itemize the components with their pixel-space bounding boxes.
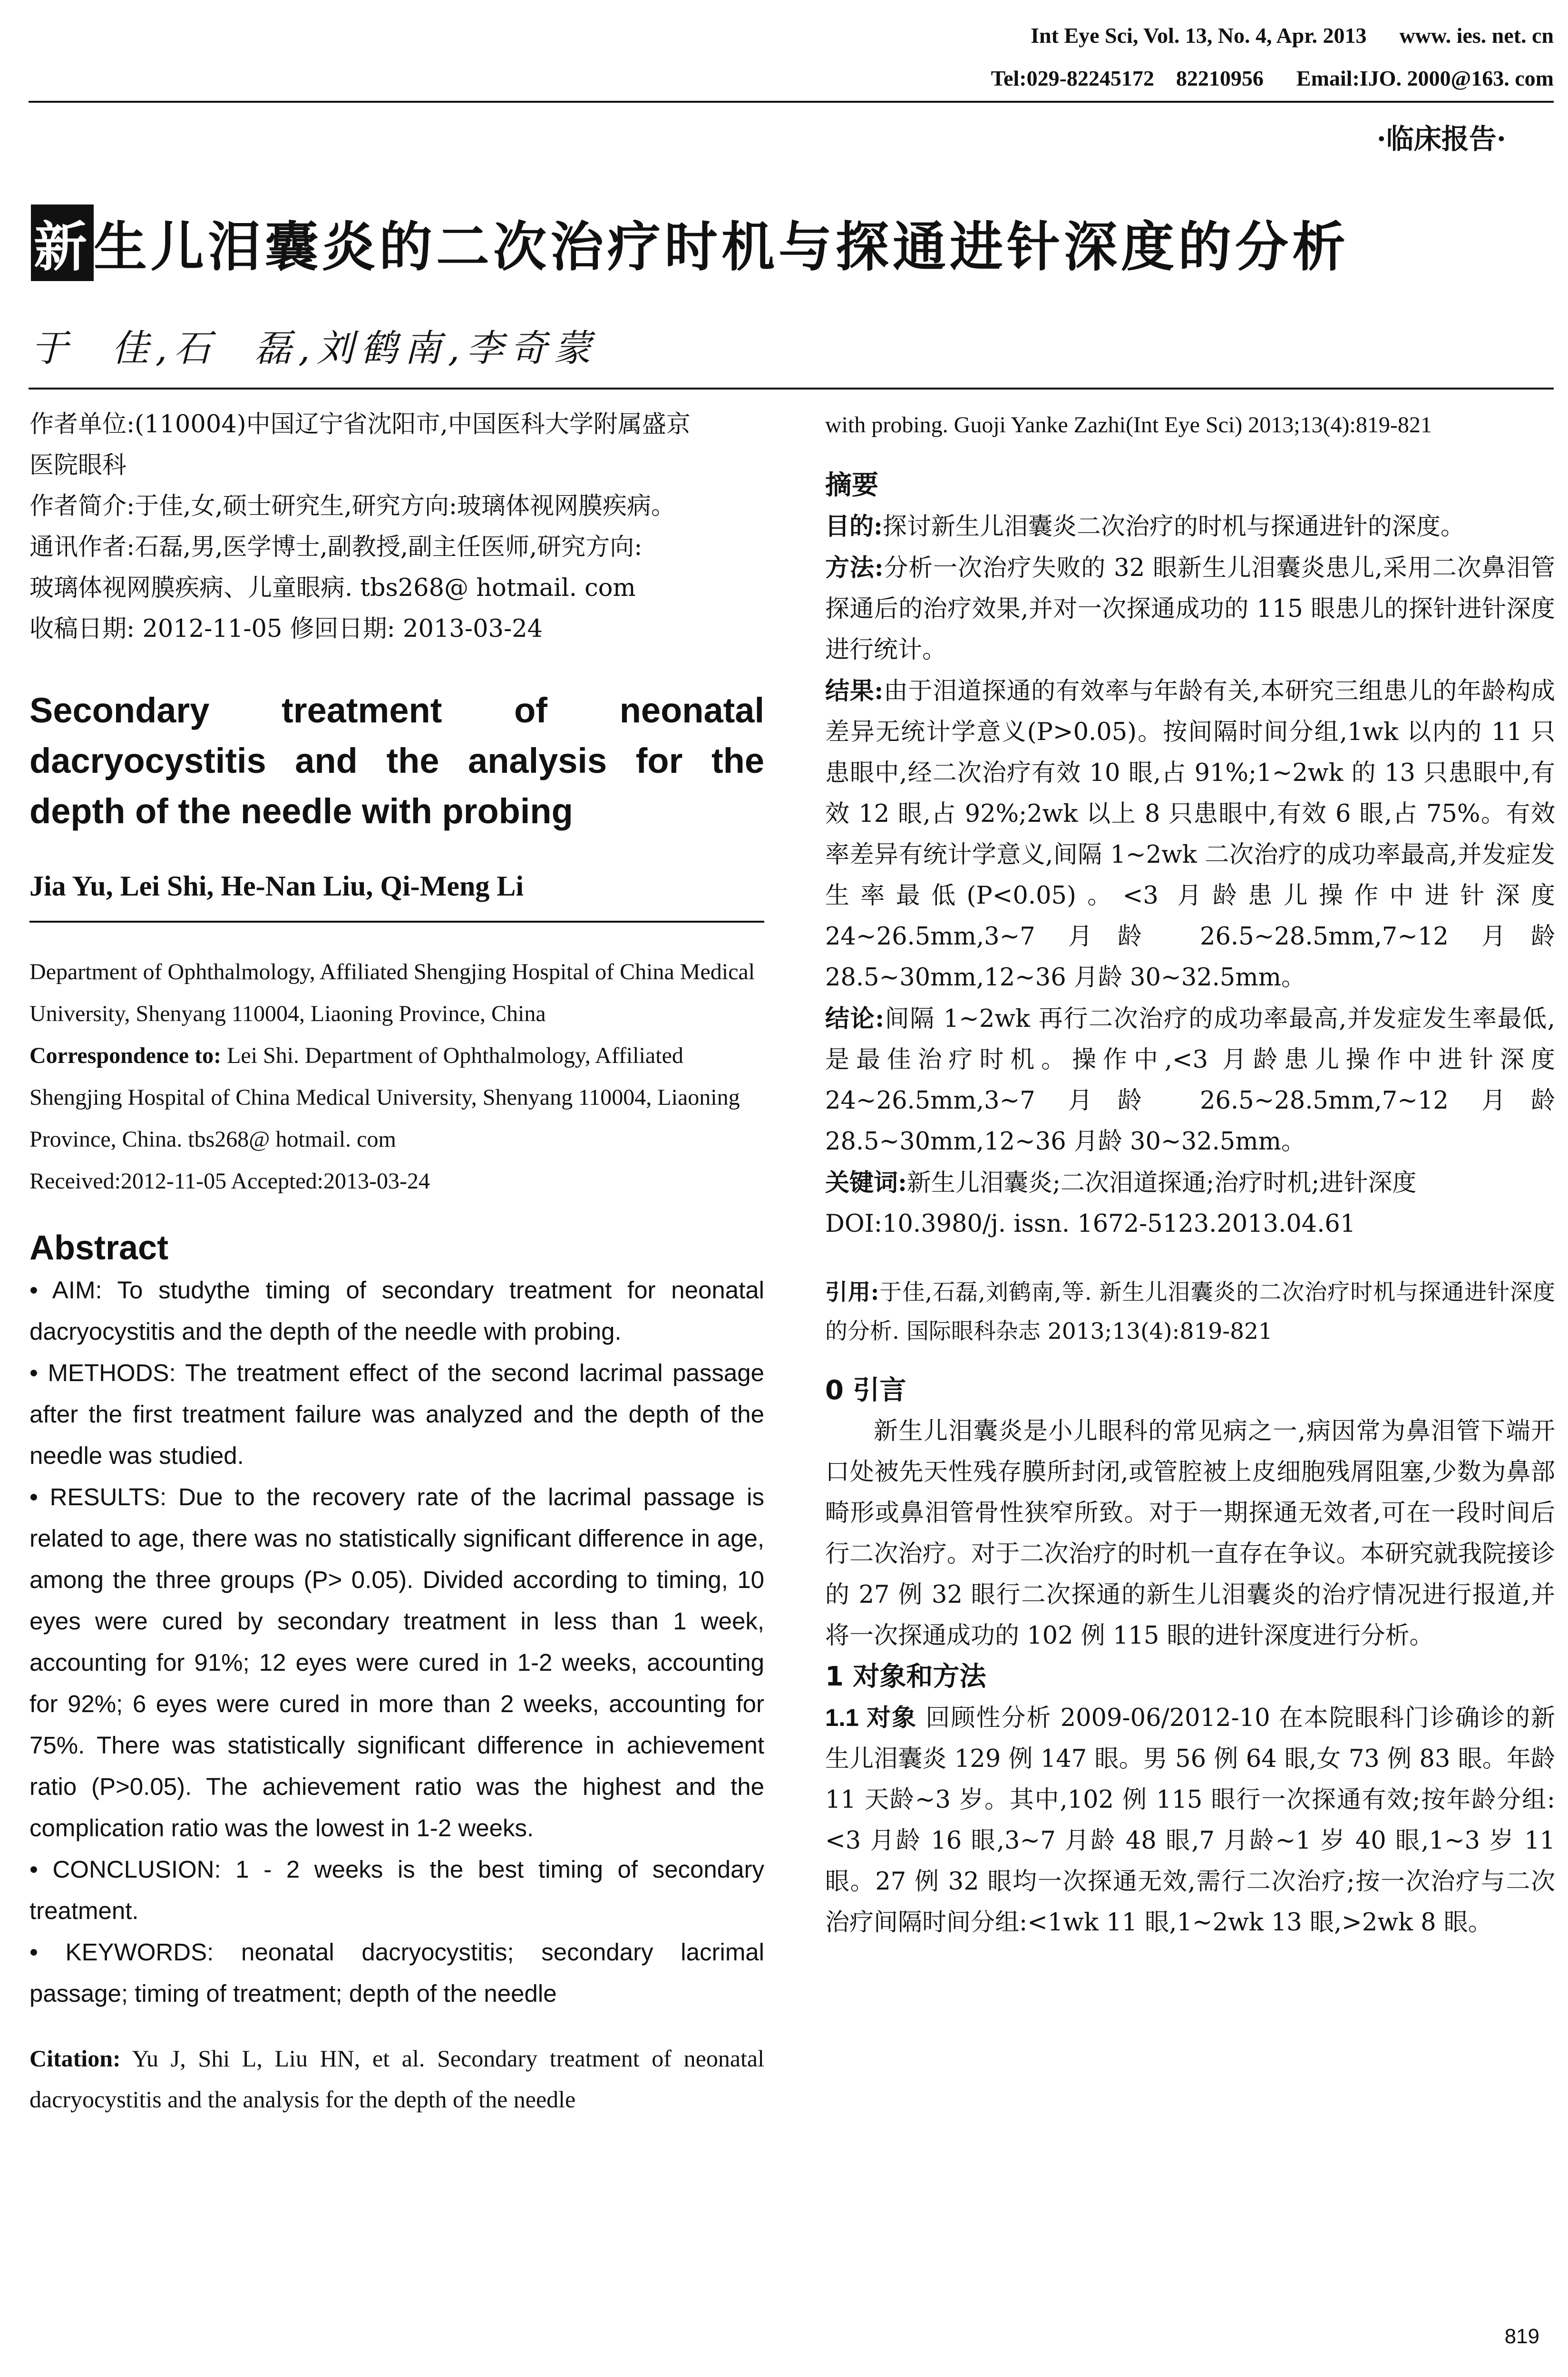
article-title — [31, 205, 1349, 281]
authors-cn: 于 佳,石 磊,刘鹤南,李奇蒙 — [31, 327, 598, 370]
zh-citation-label: 引用: — [825, 1279, 879, 1305]
doi: DOI:10.3980/j. issn. 1672-5123.2013.04.61 — [825, 1210, 1356, 1238]
left-column — [29, 404, 764, 2120]
methods-heading: 1 对象和方法 — [825, 1661, 986, 1692]
correspondence — [29, 1035, 764, 1160]
title-initial-mark: 新 — [31, 205, 94, 281]
authors-rule — [29, 921, 764, 923]
spacer — [825, 1245, 1555, 1273]
chinese-abstract — [825, 506, 1555, 1245]
department: Department of Ophthalmology, Affiliated Shengjing Hospital of China Medical University, Shenyang 110004, Liaoning Province, China — [29, 959, 755, 1026]
chinese-abstract-heading: 摘要 — [825, 470, 878, 501]
subjects-paragraph — [825, 1697, 1555, 1943]
abstract-heading: Abstract — [29, 1229, 169, 1267]
english-authors: Jia Yu, Lei Shi, He-Nan Liu, Qi-Meng Li — [29, 870, 524, 902]
zh-methods-label: 方法: — [825, 554, 884, 582]
correspondence-text: Lei Shi. Department of Ophthalmology, Affiliated Shengjing Hospital of China Medical University, Shenyang 110004, Liaoning Province, China. tbs268@ hotmail. com — [29, 1043, 740, 1152]
citation-label: Citation: — [29, 2045, 121, 2072]
zh-conclusion-label: 结论: — [825, 1004, 885, 1033]
zh-results-label: 结果: — [825, 677, 884, 705]
zh-methods-text: 分析一次治疗失败的 32 眼新生儿泪囊炎患儿,采用二次鼻泪管探通后的治疗效果,并对一次探通成功的 115 眼患儿的探针进针深度进行统计。 — [825, 554, 1555, 664]
page-number: 819 — [1504, 2325, 1539, 2348]
abstract-conclusion: • CONCLUSION: 1 - 2 weeks is the best timing of secondary treatment. — [29, 1856, 764, 1924]
section-tag: ·临床报告· — [1376, 123, 1506, 155]
intro-heading: 0 引言 — [825, 1375, 906, 1406]
abstract-results: • RESULTS: Due to the recovery rate of the lacrimal passage is related to age, there was no statistically significant difference in age, among the three groups (P> 0.05). Divided according to timing, 10 eyes were cured by secondary treatment in less than 1 week, accounting for 91%; 12 eyes were cured in 1-2 weeks, accounting for 92%; 6 eyes were cured in more than 2 weeks, accounting for 75%. There was statistically significant difference in achievement ratio (P>0.05). The achievement ratio was the highest and the complication ratio was the lowest in 1-2 weeks. — [29, 1483, 764, 1841]
zh-keywords-text: 新生儿泪囊炎;二次泪道探通;治疗时机;进针深度 — [906, 1169, 1417, 1197]
journal-header-line1: Int Eye Sci, Vol. 13, No. 4, Apr. 2013 www. ies. net. cn — [1031, 23, 1554, 48]
zh-aim-label: 目的: — [825, 512, 883, 541]
zh-conclusion — [825, 998, 1555, 1162]
affil-line: 医院眼科 — [29, 451, 127, 479]
right-column — [825, 404, 1555, 1943]
correspondence-label: Correspondence to: — [29, 1043, 222, 1068]
subjects-text: 回顾性分析 2009-06/2012-10 在本院眼科门诊确诊的新生儿泪囊炎 129 例 147 眼。男 56 例 64 眼,女 73 例 83 眼。年龄 11 天龄~3 岁。其中,102 例 115 眼行一次探通有效;按年龄分组:<3 月龄 16 眼,3~7 月龄 48 眼,7 月龄~1 岁 40 眼,1~3 岁 11 眼。27 例 32 眼均一次探通无效,需行二次治疗;按一次治疗与二次治疗间隔时间分组:<1wk 11 眼,1~2wk 13 眼,>2wk 8 眼。 — [825, 1704, 1555, 1937]
zh-citation-text: 于佳,石磊,刘鹤南,等. 新生儿泪囊炎的二次治疗时机与探通进针深度的分析. 国际眼科杂志 2013;13(4):819-821 — [825, 1279, 1555, 1344]
title-text: 生儿泪囊炎的二次治疗时机与探通进针深度的分析 — [94, 216, 1349, 278]
zh-aim-text: 探讨新生儿泪囊炎二次治疗的时机与探通进针的深度。 — [882, 513, 1465, 541]
zh-citation — [825, 1273, 1555, 1351]
subjects-label: 1.1 对象 — [825, 1704, 917, 1731]
received-dates: Received:2012-11-05 Accepted:2013-03-24 — [29, 1169, 430, 1194]
abstract-aim: • AIM: To studythe timing of secondary treatment for neonatal dacryocystitis and the depth of the needle with probing. — [29, 1276, 764, 1345]
affil-line: 作者简介:于佳,女,硕士研究生,研究方向:玻璃体视网膜疾病。 — [29, 492, 676, 520]
citation-text: Yu J, Shi L, Liu HN, et al. Secondary treatment of neonatal dacryocystitis and the analysis for the depth of the needle — [29, 2045, 764, 2113]
zh-aim — [825, 506, 1555, 547]
zh-keywords — [825, 1162, 1555, 1204]
citation — [29, 2038, 764, 2120]
journal-header-line2: Tel:029-82245172 82210956 Email:IJO. 2000@163. com — [991, 66, 1554, 90]
abstract-keywords: • KEYWORDS: neonatal dacryocystitis; secondary lacrimal passage; timing of treatment; depth of the needle — [29, 1939, 764, 2007]
affil-line: 作者单位:(110004)中国辽宁省沈阳市,中国医科大学附属盛京 — [29, 410, 691, 438]
english-title: Secondary treatment of neonatal dacryocystitis and the analysis for the depth of the needle with probing — [29, 691, 764, 831]
abstract-methods: • METHODS: The treatment effect of the second lacrimal passage after the first treatment failure was analyzed and the depth of the needle was studied. — [29, 1359, 764, 1469]
affil-line: 收稿日期: 2012-11-05 修回日期: 2013-03-24 — [29, 615, 543, 643]
zh-keywords-label: 关键词: — [825, 1169, 907, 1197]
citation-continued: with probing. Guoji Yanke Zazhi(Int Eye Sci) 2013;13(4):819-821 — [825, 412, 1432, 438]
zh-results — [825, 671, 1555, 998]
header-rule — [29, 101, 1554, 103]
title-rule — [29, 388, 1554, 390]
abstract-body — [29, 1269, 764, 2014]
zh-conclusion-text: 间隔 1~2wk 再行二次治疗的成功率最高,并发症发生率最低,是最佳治疗时机。操作中,<3 月龄患儿操作中进针深度 24~26.5mm,3~7 月龄 26.5~28.5mm,7~12 月龄 28.5~30mm,12~36 月龄 30~32.5mm。 — [825, 1005, 1555, 1156]
zh-methods — [825, 547, 1555, 671]
affiliation-block — [29, 404, 764, 650]
intro-paragraph: 新生儿泪囊炎是小儿眼科的常见病之一,病因常为鼻泪管下端开口处被先天性残存膜所封闭,或管腔被上皮细胞残屑阻塞,少数为鼻部畸形或鼻泪管骨性狭窄所致。对于一期探通无效者,可在一段时间后行二次治疗。对于二次治疗的时机一直存在争议。本研究就我院接诊的 27 例 32 眼行二次探通的新生儿泪囊炎的治疗情况进行报道,并将一次探通成功的 102 例 115 眼的进针深度进行分析。 — [825, 1417, 1555, 1650]
affil-line: 通讯作者:石磊,男,医学博士,副教授,副主任医师,研究方向: — [29, 533, 643, 561]
affil-line: 玻璃体视网膜疾病、儿童眼病. tbs268@ hotmail. com — [29, 574, 636, 602]
zh-results-text: 由于泪道探通的有效率与年龄有关,本研究三组患儿的年龄构成差异无统计学意义(P>0.05)。按间隔时间分组,1wk 以内的 11 只患眼中,经二次治疗有效 10 眼,占 91%;1~2wk 的 13 只患眼中,有效 12 眼,占 92%;2wk 以上 8 只患眼中,有效 6 眼,占 75%。有效率差异有统计学意义,间隔 1~2wk 二次治疗的成功率最高,并发症发生率最低(P<0.05)。<3 月龄患儿操作中进针深度 24~26.5mm,3~7 月龄 26.5~28.5mm,7~12 月龄 28.5~30mm,12~36 月龄 30~32.5mm。 — [825, 677, 1556, 992]
